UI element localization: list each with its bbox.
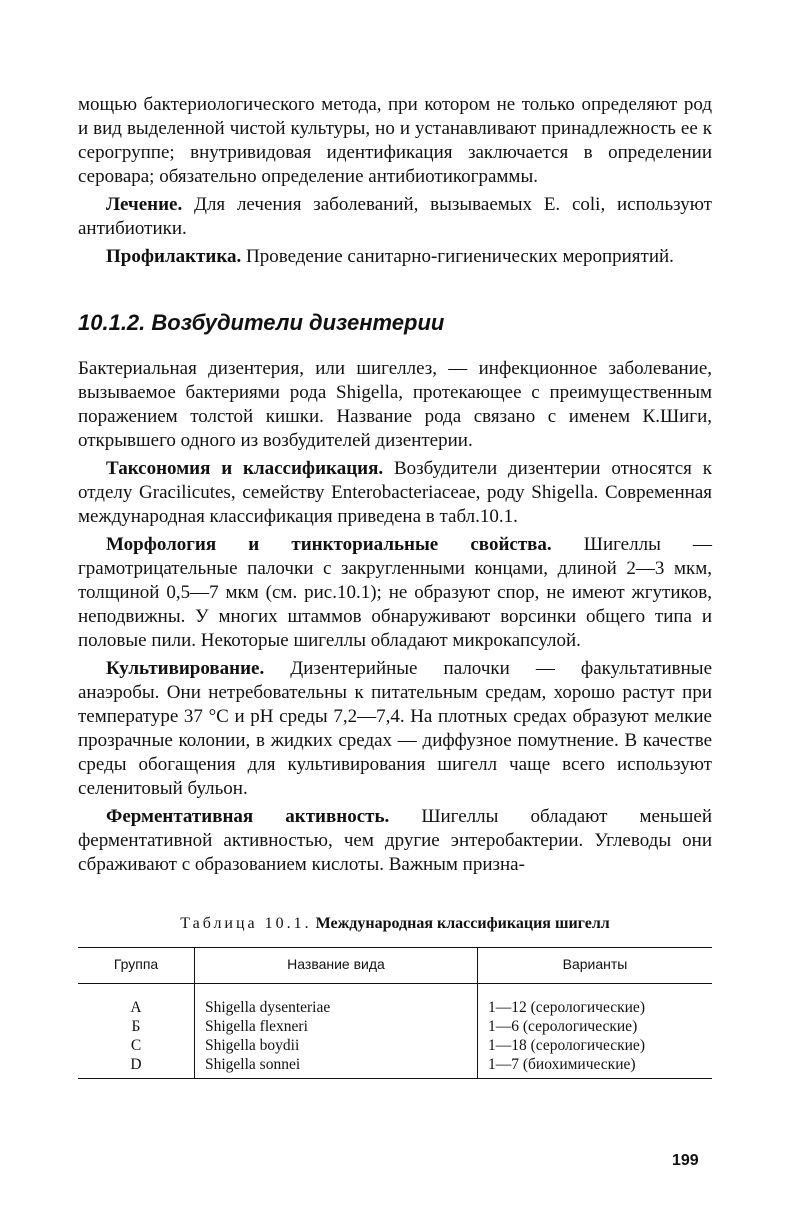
header-species: Название вида [195, 948, 478, 984]
cell-variants: 1—12 (серологические) [488, 999, 645, 1016]
cell-variants: 1—6 (серологические) [488, 1018, 638, 1035]
cell-group: C [78, 1036, 195, 1055]
cell-species: Shigella sonnei [195, 1055, 478, 1079]
enzymatic-heading: Ферментативная активность. [106, 806, 390, 827]
section-title: 10.1.2. Возбудители дизентерии [78, 310, 445, 335]
taxonomy-text: Возбудители дизентерии относятся к отделу Gracilicutes, семейству Enterobacteriaceae, роду Shigella. Современная международная классификация приведена в табл.10.1. [78, 458, 713, 527]
cell-variants: 1—7 (биохимические) [478, 1055, 713, 1079]
table-label: Таблица 10.1. [180, 915, 312, 932]
cell-species: Shigella flexneri [195, 1017, 478, 1036]
treatment-heading: Лечение. [106, 194, 183, 215]
treatment-text: Для лечения заболеваний, вызываемых E. coli, используют антибиотики. [78, 194, 712, 239]
cell-variants: 1—18 (серологические) [488, 1037, 645, 1054]
cell-group: D [78, 1055, 195, 1079]
cell-species: Shigella boydii [195, 1036, 478, 1055]
cultivation-heading: Культивирование. [106, 658, 265, 679]
cultivation-paragraph [78, 657, 712, 801]
header-variants: Варианты [478, 948, 713, 984]
intro-paragraph: мощью бактериологического метода, при котором не только определяют род и вид выделенной чистой культуры, но и устанавливают принадлежность ее к серогруппе; внутривидовая идентификация заключается в определении серовара; обязательно определение антибиотикограммы. [78, 94, 712, 187]
prevention-heading: Профилактика. [106, 246, 242, 267]
treatment-paragraph [78, 193, 712, 241]
morphology-text: Шигеллы — грамотрицательные палочки с закругленными концами, длиной 2—3 мкм, толщиной 0,5—7 мкм (см. рис.10.1); не образуют спор, не имеют жгутиков, неподвижны. У многих штаммов обнаруживают ворсинки общего типа и половые пили. Некоторые шигеллы обладают микрокапсулой. [78, 534, 712, 651]
table-row [78, 984, 712, 1018]
page-content [78, 93, 712, 1079]
cell-species: Shigella dysenteriae [195, 984, 478, 1018]
header-group: Группа [78, 948, 195, 984]
table-row [78, 1017, 712, 1036]
section-intro-paragraph: Бактериальная дизентерия, или шигеллез, — инфекционное заболевание, вызываемое бактериями рода Shigella, протекающее с преимущественным поражением толстой кишки. Название рода связано с именем К.Шиги, открывшего одного из возбудителей дизентерии. [78, 358, 712, 451]
taxonomy-paragraph [78, 457, 712, 529]
morphology-paragraph [78, 533, 712, 653]
table-row [78, 1055, 712, 1079]
enzymatic-paragraph [78, 805, 712, 877]
table-title: Международная классификация шигелл [315, 915, 610, 932]
enzymatic-text: Шигеллы обладают меньшей ферментативной активностью, чем другие энтеробактерии. Углеводы они сбраживают с образованием кислоты. Важным призна- [78, 806, 712, 875]
classification-table [78, 947, 712, 1079]
page-number: 199 [672, 1152, 699, 1169]
cell-group: Б [78, 1017, 195, 1036]
table-header-row [78, 948, 712, 984]
cultivation-text: Дизентерийные палочки — факультативные анаэробы. Они нетребовательны к питательным средам, хорошо растут при температуре 37 °С и pH среды 7,2—7,4. На плотных средах образуют мелкие прозрачные колонии, в жидких средах — диффузное помутнение. В качестве среды обогащения для культивирования шигелл чаще всего используют селенитовый бульон. [78, 658, 712, 799]
cell-group: A [78, 984, 195, 1018]
prevention-text: Проведение санитарно-гигиенических мероприятий. [241, 246, 674, 267]
table-row [78, 1036, 712, 1055]
table-caption [78, 915, 712, 933]
taxonomy-heading: Таксономия и классификация. [106, 458, 384, 479]
prevention-paragraph [78, 245, 712, 269]
morphology-heading: Морфология и тинкториальные свойства. [106, 534, 552, 555]
